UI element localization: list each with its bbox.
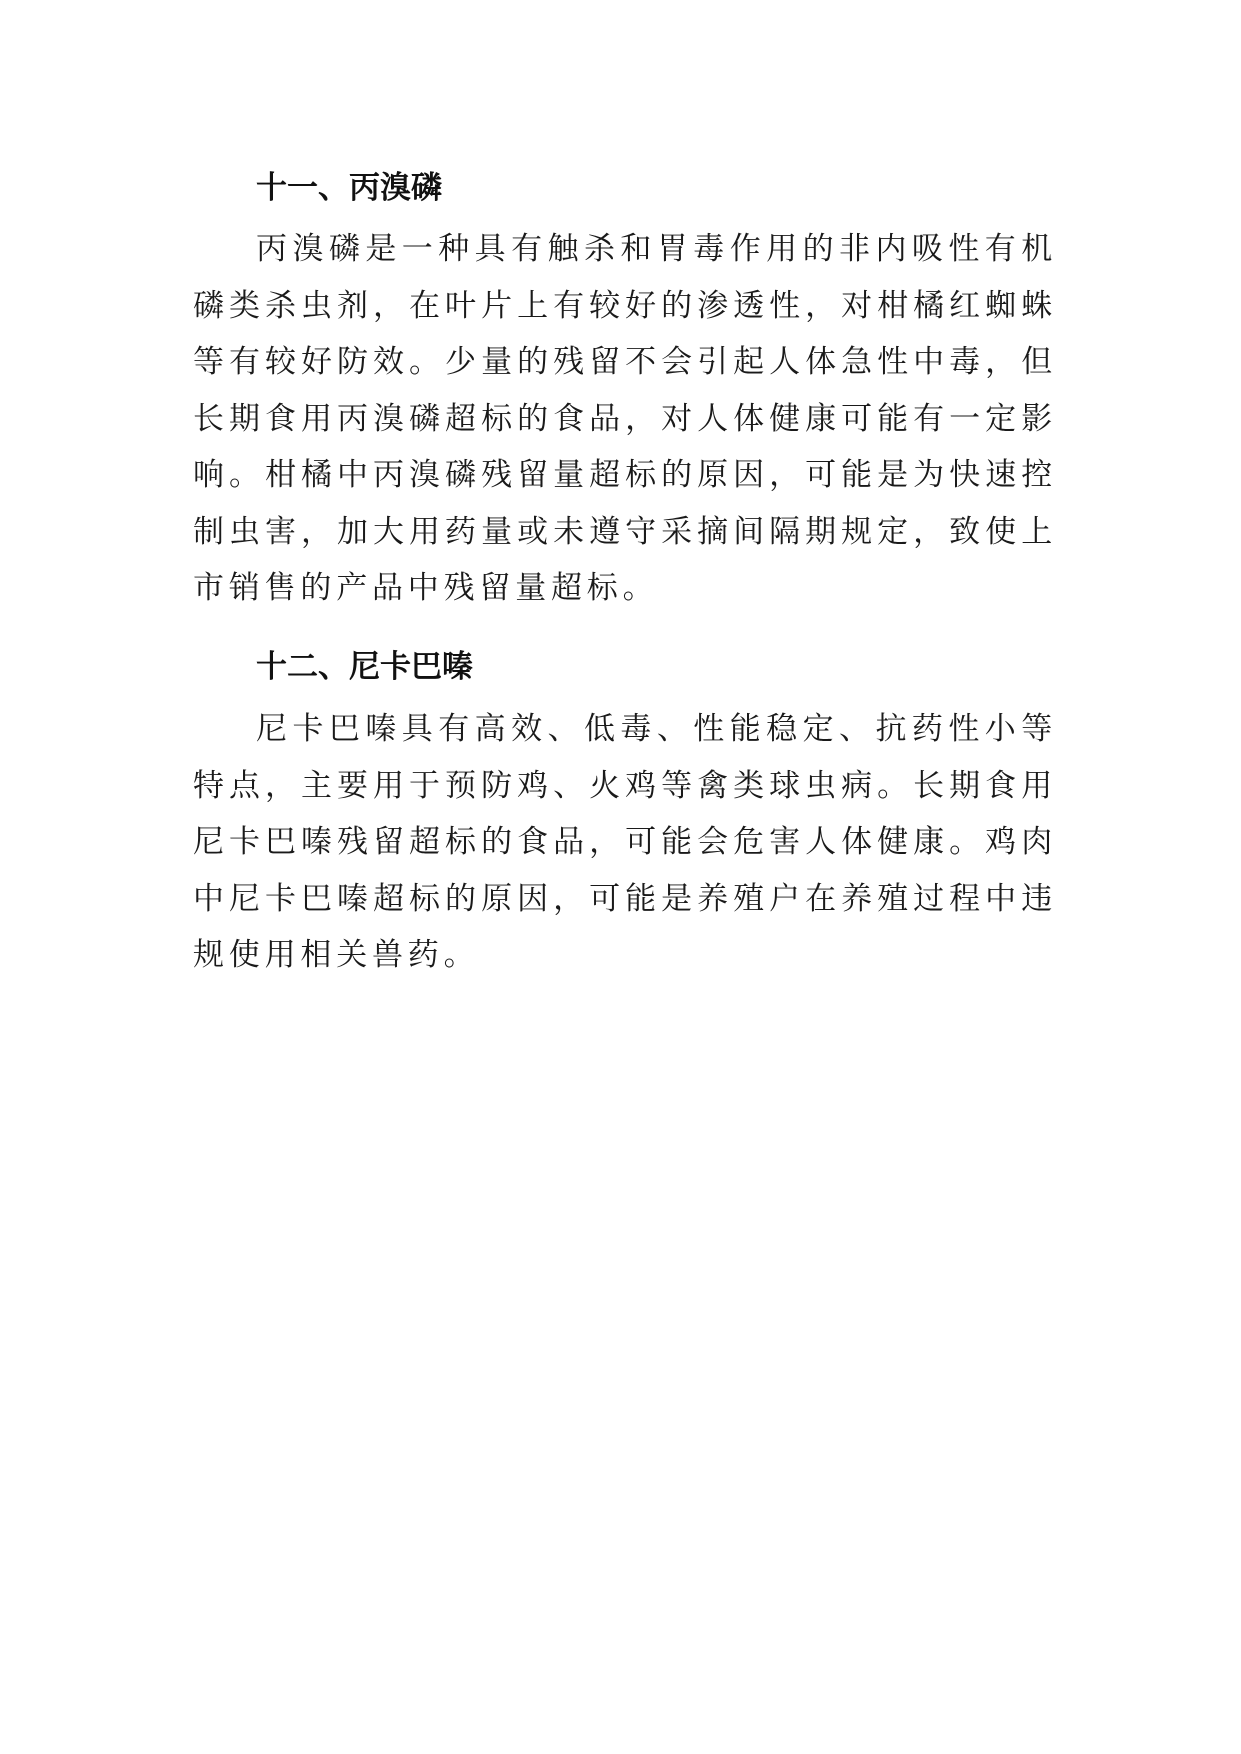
section-heading-propiophos: 十一、丙溴磷 xyxy=(256,170,442,206)
section-body-propiophos: 丙溴磷是一种具有触杀和胃毒作用的非内吸性有机磷类杀虫剂，在叶片上有较好的渗透性，对柑橘红蜘蛛等有较好防效。少量的残留不会引起人体急性中毒，但长期食用丙溴磷超标的食品，对人体健康可能有一定影响。柑橘中丙溴磷残留量超标的原因，可能是为快速控制虫害，加大用药量或未遵守采摘间隔期规定，致使上市销售的产品中残留量超标。 xyxy=(193,231,1057,606)
section-body-nicarbazin: 尼卡巴嗪具有高效、低毒、性能稳定、抗药性小等特点，主要用于预防鸡、火鸡等禽类球虫病。长期食用尼卡巴嗪残留超标的食品，可能会危害人体健康。鸡肉中尼卡巴嗪超标的原因，可能是养殖户在养殖过程中违规使用相关兽药。 xyxy=(193,711,1057,973)
section-heading-nicarbazin: 十二、尼卡巴嗪 xyxy=(256,649,473,685)
